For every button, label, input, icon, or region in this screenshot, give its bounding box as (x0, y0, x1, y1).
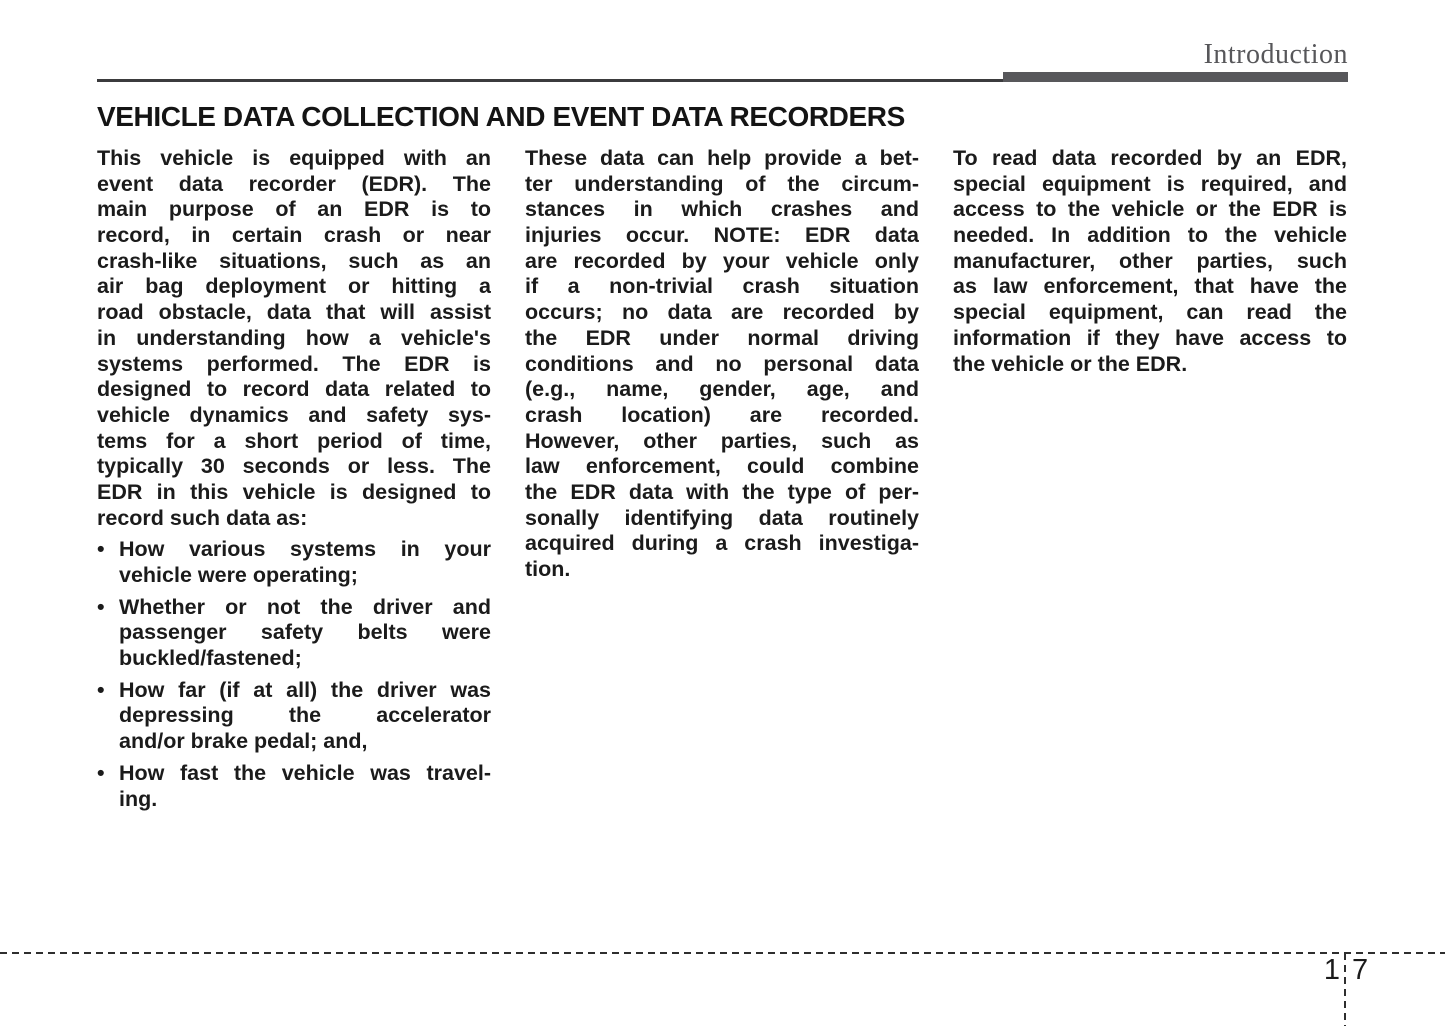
text-line: This vehicle is equipped with an (97, 146, 491, 170)
text-line: tems for a short period of time, (97, 428, 491, 453)
text-line: How various systems in your (119, 537, 491, 562)
text-line: stances in which crashes and (525, 197, 919, 222)
bullet-item (97, 595, 491, 672)
text-line: record, in certain crash or near (97, 223, 491, 248)
text-line: vehicle dynamics and safety sys- (97, 402, 491, 427)
text-line: To read data recorded by an EDR, (953, 146, 1347, 170)
bullet-text (119, 537, 491, 588)
bullet-list (97, 537, 491, 812)
paragraph-col1 (97, 146, 491, 531)
text-line: information if they have access to (953, 325, 1347, 350)
text-line: typically 30 seconds or less. The (97, 454, 491, 479)
text-line: designed to record data related to (97, 377, 491, 402)
text-line: systems performed. The EDR is (97, 351, 491, 376)
text-line: main purpose of an EDR is to (97, 197, 491, 222)
bullet-text (119, 595, 491, 672)
text-line: are recorded by your vehicle only (525, 248, 919, 273)
column-1 (97, 146, 491, 812)
text-line: (e.g., name, gender, age, and (525, 377, 919, 402)
text-line: crash location) are recorded. (525, 402, 919, 427)
bullet-icon: • (97, 594, 105, 619)
text-line: event data recorder (EDR). The (97, 171, 491, 196)
chapter-number: 1 (1323, 954, 1340, 986)
text-line: the vehicle or the EDR. (953, 351, 1188, 376)
text-line: How far (if at all) the driver was (119, 677, 491, 702)
text-line: access to the vehicle or the EDR is (953, 197, 1347, 222)
text-line: vehicle were operating; (119, 563, 358, 587)
bullet-item (97, 761, 491, 812)
text-line: injuries occur. NOTE: EDR data (525, 223, 919, 248)
text-line: law enforcement, could combine (525, 454, 919, 479)
text-line: needed. In addition to the vehicle (953, 223, 1347, 248)
text-line: road obstacle, data that will assist (97, 300, 491, 325)
text-line: crash-like situations, such as an (97, 248, 491, 273)
text-line: record such data as: (97, 505, 308, 530)
text-line: acquired during a crash investiga- (525, 531, 919, 556)
bullet-icon: • (97, 760, 105, 785)
column-2 (525, 146, 919, 812)
text-line: depressing the accelerator (119, 703, 491, 728)
text-line: the EDR under normal driving (525, 325, 919, 350)
bullet-icon: • (97, 537, 105, 562)
text-line: the EDR data with the type of per- (525, 479, 919, 504)
paragraph-col2 (525, 146, 919, 583)
page-number: 7 (1352, 954, 1369, 986)
text-line: special equipment, can read the (953, 300, 1347, 325)
text-line: buckled/fastened; (119, 646, 302, 671)
text-line: EDR in this vehicle is designed to (97, 479, 491, 504)
text-line: in understanding how a vehicle's (97, 325, 491, 350)
footer-crop-line-horizontal (0, 952, 1445, 954)
column-3 (953, 146, 1347, 812)
page-title: VEHICLE DATA COLLECTION AND EVENT DATA RECORDERS (97, 101, 905, 132)
paragraph-col3 (953, 146, 1347, 377)
text-line: ter understanding of the circum- (525, 171, 919, 196)
text-line: Whether or not the driver and (119, 594, 491, 619)
content-columns (97, 146, 1349, 812)
text-line: tion. (525, 557, 571, 581)
bullet-item (97, 678, 491, 755)
bullet-text (119, 761, 491, 812)
footer-crop-line-vertical (1344, 953, 1346, 1026)
text-line: ing. (119, 786, 158, 811)
header-rule-accent-bar (1003, 72, 1348, 82)
text-line: as law enforcement, that have the (953, 274, 1347, 299)
text-line: and/or brake pedal; and, (119, 729, 368, 754)
text-line: occurs; no data are recorded by (525, 300, 919, 325)
bullet-icon: • (97, 677, 105, 702)
text-line: sonally identifying data routinely (525, 505, 919, 530)
header-rule-thin (97, 79, 1003, 82)
text-line: manufacturer, other parties, such (953, 248, 1347, 273)
text-line: These data can help provide a bet- (525, 146, 919, 170)
bullet-item (97, 537, 491, 588)
text-line: However, other parties, such as (525, 428, 919, 453)
text-line: air bag deployment or hitting a (97, 274, 491, 299)
text-line: How fast the vehicle was travel- (119, 760, 491, 785)
text-line: conditions and no personal data (525, 351, 919, 376)
chapter-header: Introduction (1203, 39, 1348, 70)
text-line: special equipment is required, and (953, 171, 1347, 196)
text-line: passenger safety belts were (119, 620, 491, 645)
text-line: if a non-trivial crash situation (525, 274, 919, 299)
bullet-text (119, 678, 491, 755)
